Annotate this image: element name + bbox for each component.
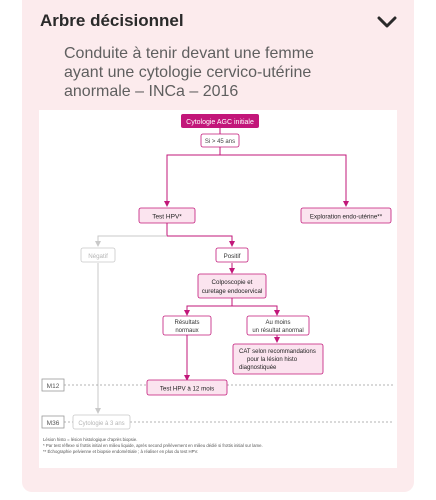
node-abnormal-result-label: Au moins xyxy=(265,320,291,326)
section-title: Arbre décisionnel xyxy=(40,11,184,30)
footnote: ** Échographie pelvienne et biopsie endométriale ; à réaliser en plus du test HPV. xyxy=(43,449,199,454)
footnote: * Par test réflexe si frottis initial en milieu liquide, après second prélèvement en milieu dédié si frottis initial sur lame. xyxy=(43,443,263,448)
node-endo-exploration-label: Exploration endo-utérine** xyxy=(309,213,383,221)
node-abnormal-result-label: un résultat anormal xyxy=(252,328,304,334)
node-start-label: Cytologie AGC initiale xyxy=(186,119,254,126)
node-negative-label: Négatif xyxy=(88,253,108,260)
node-cat-label: CAT selon recommandations xyxy=(239,349,316,355)
connectors xyxy=(167,128,346,380)
diagram-caption xyxy=(64,44,364,101)
decision-tree-diagram xyxy=(39,110,397,468)
node-cytology-3-years-label: Cytologie à 3 ans xyxy=(78,421,125,427)
node-normal-results-label: Résultats xyxy=(174,320,200,326)
timeline-label-m36: M36 xyxy=(46,420,60,427)
node-hpv-test-label: Test HPV* xyxy=(152,213,182,221)
timeline-label-m12: M12 xyxy=(46,383,60,390)
node-normal-results-label: normaux xyxy=(175,328,199,334)
node-positive-label: Positif xyxy=(223,253,241,260)
caption-line: anormale – INCa – 2016 xyxy=(64,83,239,100)
node-cat-label: pour la lésion histo xyxy=(247,357,298,363)
node-hpv-12-months-label: Test HPV à 12 mois xyxy=(159,385,215,393)
caption-line: Conduite à tenir devant une femme xyxy=(64,45,314,62)
footnote: Lésion histo = lésion histologique d’après biopsie. xyxy=(43,437,138,442)
node-colposcopy-label: curetage endocervical xyxy=(201,288,263,295)
node-colposcopy-label: Colposcopie et xyxy=(211,279,253,286)
caption-line: ayant une cytologie cervico-utérine xyxy=(64,64,312,81)
node-cat-label: diagnostiquée xyxy=(239,365,277,371)
node-age-condition-label: Si > 45 ans xyxy=(204,139,236,145)
chevron-down-icon[interactable] xyxy=(376,14,398,30)
